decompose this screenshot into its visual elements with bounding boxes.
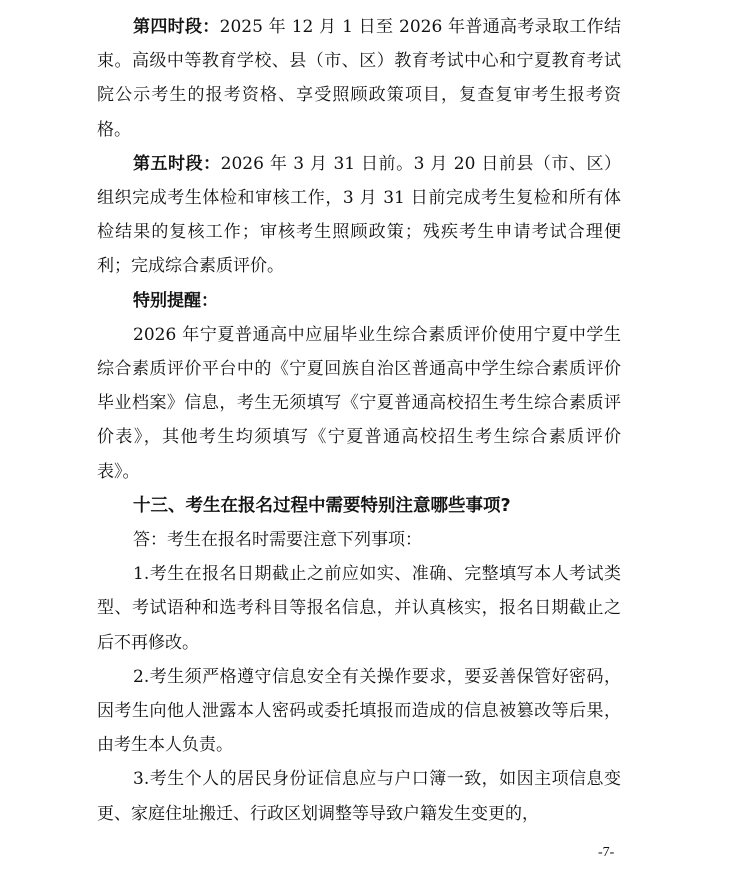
special-reminder-lead: 特别提醒： bbox=[133, 290, 218, 311]
page-number: -7- bbox=[598, 845, 615, 860]
period-5-text: 2026 年 3 月 31 日前。3 月 20 日前县（市、区）组织完成考生体检和审核工作，3 月 31 日前完成考生复检和所有体检结果的复核工作；审核考生照顾政策；残疾考生申请考试合理便利；完成综合素质评价。 bbox=[97, 153, 622, 277]
answer-intro: 答：考生在报名时需要注意下列事项： bbox=[133, 530, 422, 551]
period-4-lead: 第四时段： bbox=[133, 17, 220, 37]
list-item: 3.考生个人的居民身份证信息应与户口簿一致，如因主项信息变更、家庭住址搬迁、行政区划调整等导致户籍发生变更的， bbox=[97, 769, 621, 824]
document-page bbox=[97, 10, 621, 831]
section-heading: 十三、考生在报名过程中需要特别注意哪些事项? bbox=[133, 495, 511, 516]
period-5-lead: 第五时段： bbox=[133, 153, 221, 174]
special-reminder-heading bbox=[97, 284, 621, 318]
paragraph-period-4 bbox=[97, 10, 621, 147]
list-item: 1.考生在报名日期截止之前应如实、准确、完整填写本人考试类型、考试语种和选考科目等报名信息，并认真核实，报名日期截止之后不再修改。 bbox=[97, 564, 621, 653]
paragraph-period-5 bbox=[97, 147, 621, 284]
period-4-text: 2025 年 12 月 1 日至 2026 年普通高考录取工作结束。高级中等教育学校、县（市、区）教育考试中心和宁夏教育考试院公示考生的报考资格、享受照顾政策项目，复查复审考生报考资格。 bbox=[97, 17, 621, 140]
special-reminder-text: 2026 年宁夏普通高中应届毕业生综合素质评价使用宁夏中学生综合素质评价平台中的《宁夏回族自治区普通高中学生综合素质评价毕业档案》信息，考生无须填写《宁夏普通高校招生考生综合素质评价表》，其他考生均须填写《宁夏普通高校招生考生综合素质评价表》。 bbox=[97, 324, 621, 482]
list-item: 2.考生须严格遵守信息安全有关操作要求，要妥善保管好密码，因考生向他人泄露本人密码或委托填报而造成的信息被篡改等后果，由考生本人负责。 bbox=[97, 666, 621, 756]
